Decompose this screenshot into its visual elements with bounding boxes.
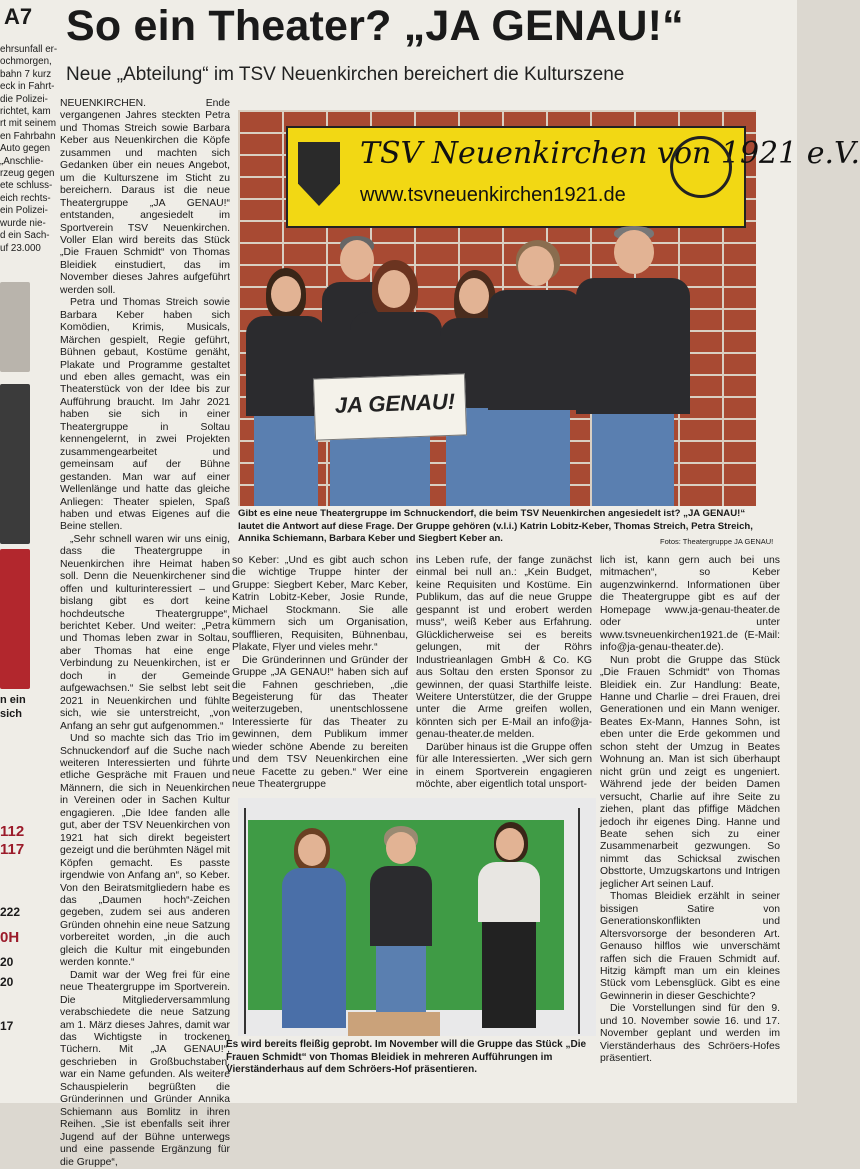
strip-line: bahn 7 kurz bbox=[0, 68, 52, 80]
prop-box bbox=[348, 1012, 440, 1036]
club-crest-icon bbox=[298, 142, 340, 206]
article-paragraph: so Keber: „Und es gibt auch schon die wichtige Truppe hinter der Gruppe: Siegbert Keber, Marc Keber, Katrin Lobitz-Keber, Josie Runde, Michael Stockmann. Sie alle kümmern sich um Organisation, soufflieren, Requisiten, Bühnenbau, Plakate, Flyer und vieles mehr.“ bbox=[232, 555, 408, 654]
photo-caption-1: Gibt es eine neue Theatergruppe im Schnuckendorf, die beim TSV Neuenkirchen angesiedelt ist? „JA GENAU!“ lautet die Antwort auf diese Frage. Der Gruppe gehören (v.l.i.) Katrin Lobitz-Keber, Thomas Streich, Petra Streich, Annika Schiemann, Barbara Keber und Siegbert Keber an. bbox=[238, 508, 753, 544]
neighbor-photo bbox=[0, 282, 30, 372]
strip-line: uf 23.000 bbox=[0, 242, 41, 254]
article-column-2 bbox=[232, 555, 408, 795]
strip-line: en Fahrbahn bbox=[0, 130, 56, 142]
article-paragraph: Die Vorstellungen sind für den 9. und 10. November sowie 16. und 17. November geplant und werden im Vierständerhaus des Schröers-Hofes präsentiert. bbox=[600, 1003, 780, 1065]
ad-number: 20 bbox=[0, 975, 14, 989]
neighbor-photo bbox=[0, 384, 30, 544]
strip-line: rt mit seinem bbox=[0, 118, 57, 130]
banner-club-name: TSV Neuenkirchen von 1921 e.V. bbox=[360, 136, 860, 171]
strip-line: rzeug gegen bbox=[0, 168, 55, 180]
neighbor-ad-photo bbox=[0, 549, 30, 689]
headline: So ein Theater? „JA GENAU!“ bbox=[66, 2, 684, 50]
banner-url: www.tsvneuenkirchen1921.de bbox=[360, 184, 626, 206]
strip-line: die Polizei- bbox=[0, 93, 48, 105]
article-paragraph: ins Leben rufe, der fange zunächst einmal bei null an.: „Kein Budget, keine Requisiten und Kostüme. Ein Publikum, das auf die neue Gruppe gespannt ist und erobert werden muss“, weiß Keber aus Erfahrung. Glücklicherweise sei es bereits gelungen, mit der Röhrs Industrieanlagen GmbH & Co. KG aus Soltau den ersten Sponsor zu gewinnen, der quasi Starthilfe leiste. Weitere Unterstützer, die der Gruppe unter die Arme greifen wollen, könnten sich per E-Mail an info@ja-genau-theater.de melden. bbox=[416, 555, 592, 741]
article-paragraph: Petra und Thomas Streich sowie Barbara Keber haben sich Komödien, Krimis, Musicals, Märchen gespielt, Regie geführt, Bühnen gebaut, Kostüme genäht, Plakate und Programme gestaltet und eben alles gemacht, was ein Theaterstück von der Idee bis zur Aufführung braucht. Im Jahr 2021 haben sie sich in einer Theatergruppe in Soltau kennengelernt, in zwei Projekten zusammengearbeitet und gemeinsam auf der Bühne gestanden. Man war auf einer Wellenlänge und hatte das gleiche Anliegen: Theater spielen, Spaß haben und etwas Eigenes auf die Beine stellen. bbox=[60, 297, 230, 533]
article-paragraph: NEUENKIRCHEN. Ende vergangenen Jahres steckten Petra und Thomas Streich sowie Barbara Keber aus Neuenkirchen die Köpfe zusammen und machten sich Gedanken über ein neues Angebot, um die Kulturszene im Sticht zu bereichern. Daraus ist die neue Theatergruppe „JA GENAU!“ entstanden, angesiedelt im Sportverein TSV Neuenkirchen. Voller Elan wird bereits das Stück „Die Frauen Schmidt“ von Thomas Bleidiek einstudiert, das im November dieses Jahres aufgeführt werden soll. bbox=[60, 98, 230, 296]
article-paragraph: Darüber hinaus ist die Gruppe offen für alle Interessierten. „Wer sich gern in einem Sportverein engagieren möchte, aber eigentlich total unsport- bbox=[416, 741, 592, 791]
strip-line: wurde nie- bbox=[0, 217, 46, 229]
photo-caption-2: Es wird bereits fleißig geprobt. Im November will die Gruppe das Stück „Die Frauen Schmidt“ von Thomas Bleidiek in mehreren Aufführungen im Vierständerhaus auf dem Schröers-Hof präsentieren. bbox=[226, 1039, 587, 1076]
article-paragraph: Damit war der Weg frei für eine neue Theatergruppe im Sportverein. Die Mitgliederversammlung verabschiedete die neue Satzung am 1. März dieses Jahres, damit war das Wichtigste in trockenen Tüchern. Mit „JA GENAU!“, geschrieben in Großbuchstaben, war ein Name gefunden. Als weitere Schauspielerin begrüßten die Gründerinnen und Gründer Annika Schiemann aus Bomlitz in ihren Reihen. „Sie ist ebenfalls seit ihrer Jugend auf der Bühne unterwegs und eine passende Ergänzung für die Gruppe“, bbox=[60, 969, 230, 1168]
rehearsal-photo bbox=[238, 798, 596, 1036]
sign-text: JA GENAU! bbox=[334, 388, 456, 418]
page-number: A7 bbox=[4, 4, 33, 29]
article-paragraph: „Sehr schnell waren wir uns einig, dass die Theatergruppe in Neuenkirchen ihre Heimat haben soll. Denn die Neuenkirchener sind offen und kulturinteressiert – und bislang gibt es dort keine hochdeutsche Theatergruppe“, berichtet Keber. Und weiter: „Petra und Thomas leben zwar in Soltau, aber Thomas hat eine enge Verbindung zu Neuenkirchen, ist er doch in der Gemeinde aufgewachsen.“ Sie selbst lebt seit 2021 in Neuenkirchen und fühlte sich, wie sie unterstreicht, „von Anfang an sehr gut aufgenommen.“ bbox=[60, 533, 230, 732]
strip-line: ete schluss- bbox=[0, 180, 53, 192]
ad-number: 222 bbox=[0, 905, 21, 919]
person-figure bbox=[474, 822, 544, 1028]
article-column-4 bbox=[600, 555, 780, 1095]
strip-line: ehrsunfall er- bbox=[0, 44, 58, 55]
strip-line: Auto gegen bbox=[0, 143, 51, 155]
strip-line: eck in Fahrt- bbox=[0, 81, 55, 93]
football-icon bbox=[670, 136, 732, 198]
article-paragraph: Thomas Bleidiek erzählt in seiner bissigen Satire von Generationskonflikten und Altersvorsorge der besonderen Art. Genauso hilflos wie unverschämt raffen sich die Frauen Schmidt auf. Hitzig kämpft man um ein kleines Stück vom Lebensglück. Gibt es eine Gewinnerin in dieser Geschichte? bbox=[600, 891, 780, 1002]
ad-number: 20 bbox=[0, 955, 14, 969]
group-photo bbox=[238, 110, 860, 506]
ad-number: 0H bbox=[0, 929, 20, 946]
person-figure bbox=[568, 226, 698, 506]
article-paragraph: lich ist, kann gern auch bei uns mitmachen“, so Keber augenzwinkernd. Informationen über die Theatergruppe gibt es auf der Homepage www.ja-genau-theater.de oder unter www.tsvneuenkirchen1921.de (E-Mail: info@ja-genau-theater.de). bbox=[600, 555, 780, 654]
person-figure bbox=[368, 826, 434, 1022]
person-figure bbox=[274, 828, 354, 1028]
article-paragraph: Und so machte sich das Trio im Schnuckendorf auf die Suche nach weiteren Interessierten und führte etliche Gespräche mit Frauen und Männern, die sich in Neuenkirchen in Vereinen oder in Sachen Kultur engagieren. „Die Idee fanden alle gut, aber der TSV Neuenkirchen von 1921 hat sich direkt begeistert gezeigt und die berühmten Nägel mit Köpfen gemacht. Es passte irgendwie von Anfang an“, so Keber. Von den Beiratsmitgliedern habe es das „Daumen hoch“-Zeichen gegeben, zudem sei aus anderen Gründen ohnehin eine neue Satzung vorbereitet worden, „in die auch gleich die Kultur mit eingebunden werden konnte.“ bbox=[60, 733, 230, 969]
left-neighbor-column bbox=[0, 44, 58, 1104]
strip-line: eich rechts- bbox=[0, 192, 51, 204]
photo-credit: Fotos: Theatergruppe JA GENAU! bbox=[660, 537, 774, 546]
strip-line: richtet, kam bbox=[0, 106, 51, 118]
strip-line: ochmorgen, bbox=[0, 56, 52, 68]
strip-line: d ein Sach- bbox=[0, 230, 50, 242]
ad-number: 112 bbox=[0, 823, 25, 840]
ad-number: 117 bbox=[0, 841, 25, 858]
strip-line: „Anschlie- bbox=[0, 155, 44, 167]
article-paragraph: Die Gründerinnen und Gründer der Gruppe „JA GENAU!“ haben sich auf die Fahnen geschrieben, „die Begeisterung für das Theater weiterzugeben, unentschlossene Interessierte für das Theater zu gewinnen, dem Publikum immer wieder schöne Abende zu bereiten und dem TSV Neuenkirchen eine neue Facette zu geben.“ Wer eine neue Theatergruppe bbox=[232, 654, 408, 791]
club-banner bbox=[286, 126, 860, 228]
article-paragraph: Nun probt die Gruppe das Stück „Die Frauen Schmidt“ von Thomas Bleidiek ein. Zur Handlung: Beate, Hanne und Charlie – drei Frauen, drei Generationen und ein Mann weniger. Beates Ex-Mann, Hannes Sohn, ist eben unter die Erde gekommen und schon steht der Umzug in Beates Wohnung an. Man ist sich überhaupt nicht grün und zeigt es ungeniert. Während jede der beiden Damen versucht, Charlie auf ihre Seite zu ziehen, plant das pfiffige Mädchen jedoch ihr eigenes Ding. Hanne und Beate sehen sich zu einer Zusammenarbeit gezwungen. So nimmt das Schicksal zwischen Obsttorte, Umzugskartons und Intrigen jeglicher Art seinen Lauf. bbox=[600, 654, 780, 890]
subheadline: Neue „Abteilung“ im TSV Neuenkirchen bereichert die Kulturszene bbox=[66, 64, 625, 85]
strip-fragment: n ein bbox=[0, 694, 26, 706]
article-column-1 bbox=[60, 98, 230, 1168]
ad-number: 17 bbox=[0, 1019, 14, 1033]
article-column-3 bbox=[416, 555, 592, 795]
strip-line: ein Polizei- bbox=[0, 205, 48, 217]
strip-fragment: sich bbox=[0, 708, 23, 720]
ja-genau-sign bbox=[313, 373, 467, 440]
